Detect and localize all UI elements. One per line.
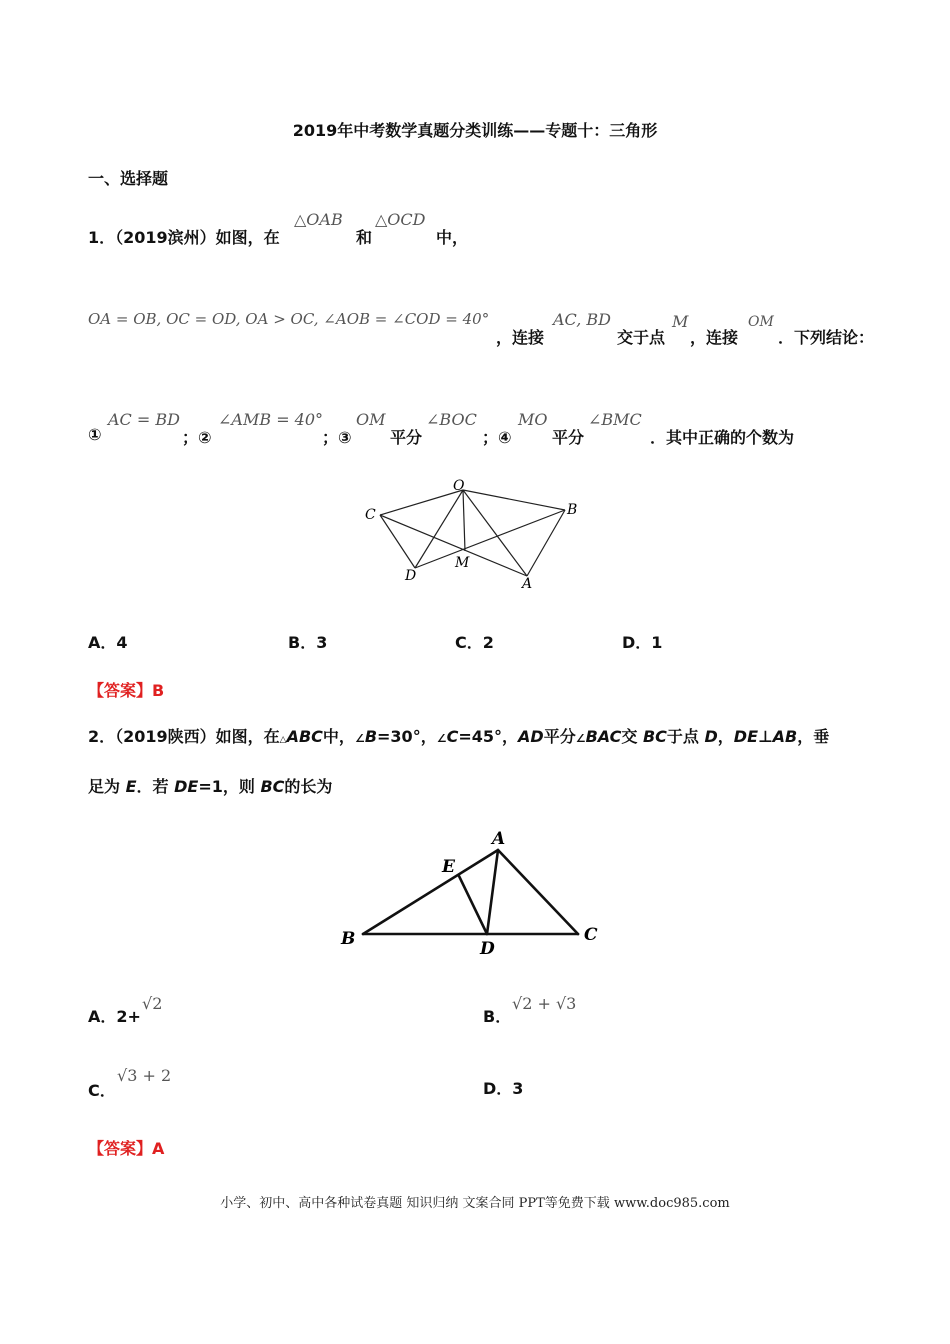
q1-conclusion-4a: MO <box>518 410 548 429</box>
q2-abc: ABC <box>286 727 323 746</box>
q2-option-a-label: A．2+ <box>88 1007 141 1026</box>
q1-and: 和 <box>356 228 373 247</box>
q2-bc: BC <box>642 727 667 746</box>
q1-option-d: D．1 <box>622 633 663 652</box>
q2-option-c-math: √3 + 2 <box>117 1066 172 1085</box>
q1-label-o: O <box>453 478 465 494</box>
q2-label-b: B <box>341 929 356 949</box>
q1-connect-label: ，连接 <box>496 328 545 347</box>
q2-yudian: 于点 <box>666 727 705 746</box>
q2-line1 <box>88 724 829 747</box>
q1-conclusion-1: AC = BD <box>108 410 180 429</box>
q1-triangle-oab: △OAB <box>294 210 343 229</box>
q2-text-5: =1，则 <box>198 777 261 796</box>
q2-triangle-symbol: △ <box>279 735 287 745</box>
q2-jiao: 交 <box>621 727 643 746</box>
q1-suffix: 中， <box>436 228 469 247</box>
q2-option-d: D．3 <box>483 1079 524 1098</box>
q2-comma: ， <box>717 727 734 746</box>
q1-tail: ．其中正确的个数为 <box>650 428 795 447</box>
q1-answer: 【答案】B <box>88 681 165 700</box>
q2-angle-symbol-b: ∠ <box>354 732 365 745</box>
q2-label-c: C <box>584 925 598 945</box>
q2-chui: ，垂 <box>797 727 830 746</box>
q1-bisect-1: 平分 <box>390 428 423 447</box>
q1-option-a: A．4 <box>88 633 128 652</box>
q1-c1-mark: ① <box>88 425 102 444</box>
q2-text-2: 中， <box>322 727 355 746</box>
q2-c: C <box>446 727 459 746</box>
q2-ad: AD <box>518 727 544 746</box>
q1-intersect-label: 交于点 <box>617 328 666 347</box>
q2-ab: AB <box>772 727 798 746</box>
q2-de: DE <box>733 727 759 746</box>
q1-ac-bd: AC, BD <box>553 310 611 329</box>
q2-option-a-math: √2 <box>142 994 163 1013</box>
q1-bisect-2: 平分 <box>552 428 585 447</box>
q1-option-c: C．2 <box>455 633 494 652</box>
q1-sep3: ；④ <box>482 428 512 447</box>
q1-option-b: B．3 <box>288 633 328 652</box>
q2-label-d: D <box>480 939 495 959</box>
q2-label-a: A <box>492 829 506 849</box>
q1-sep2: ；③ <box>322 428 352 447</box>
footer-text: 小学、初中、高中各种试卷真题 知识归纳 文案合同 PPT等免费下载 www.doc985.com <box>220 1196 730 1211</box>
q2-text-1: 2．（2019陕西）如图，在 <box>88 727 280 746</box>
q2-figure <box>335 822 610 962</box>
q1-conclusion-3a: OM <box>356 410 386 429</box>
q1-sep1: ；② <box>182 428 212 447</box>
q1-label-d: D <box>405 568 417 584</box>
q2-eq30: =30°， <box>377 727 437 746</box>
q1-condition: OA = OB, OC = OD, OA > OC, ∠AOB = ∠COD = 40° <box>88 310 490 328</box>
section-heading: 一、选择题 <box>88 169 169 188</box>
q2-line2 <box>88 774 332 797</box>
q1-prefix: 1．（2019滨州）如图，在 <box>88 228 280 247</box>
q2-answer: 【答案】A <box>88 1139 165 1158</box>
q2-bc-2: BC <box>260 777 285 796</box>
q1-triangle-ocd: △OCD <box>375 210 426 229</box>
q1-conclusion-2: ∠AMB = 40° <box>218 410 324 429</box>
q2-bac: BAC <box>585 727 622 746</box>
q1-label-c: C <box>365 507 376 523</box>
q1-connect2-label: ，连接 <box>690 328 739 347</box>
q2-angle-symbol-c: ∠ <box>436 732 447 745</box>
q2-text-6: 的长为 <box>284 777 333 796</box>
page-title: 2019年中考数学真题分类训练——专题十：三角形 <box>292 121 658 140</box>
q1-label-a: A <box>522 576 533 592</box>
q1-point-m: M <box>672 312 689 331</box>
q1-om: OM <box>748 314 774 330</box>
q2-e: E <box>125 777 137 796</box>
q1-conclusion-4b: ∠BMC <box>588 410 642 429</box>
q2-eq45: =45°， <box>458 727 519 746</box>
q1-figure <box>355 470 595 595</box>
q1-label-m: M <box>455 555 470 571</box>
q2-b: B <box>364 727 378 746</box>
q2-bisect: 平分 <box>543 727 576 746</box>
q2-text-4: ．若 <box>136 777 175 796</box>
q1-conclusions-label: ．下列结论： <box>778 328 875 347</box>
q1-label-b: B <box>567 502 578 518</box>
q2-text-3: 足为 <box>88 777 126 796</box>
q2-d: D <box>704 727 718 746</box>
q2-de-2: DE <box>174 777 199 796</box>
q2-label-e: E <box>442 857 455 877</box>
q2-angle-symbol-bac: ∠ <box>575 732 586 745</box>
q2-option-c-label: C． <box>88 1081 116 1100</box>
q1-conclusion-3b: ∠BOC <box>426 410 477 429</box>
q2-option-b-label: B． <box>483 1007 512 1026</box>
q2-perp: ⊥ <box>758 727 773 746</box>
q2-option-b-math: √2 + √3 <box>512 994 577 1013</box>
